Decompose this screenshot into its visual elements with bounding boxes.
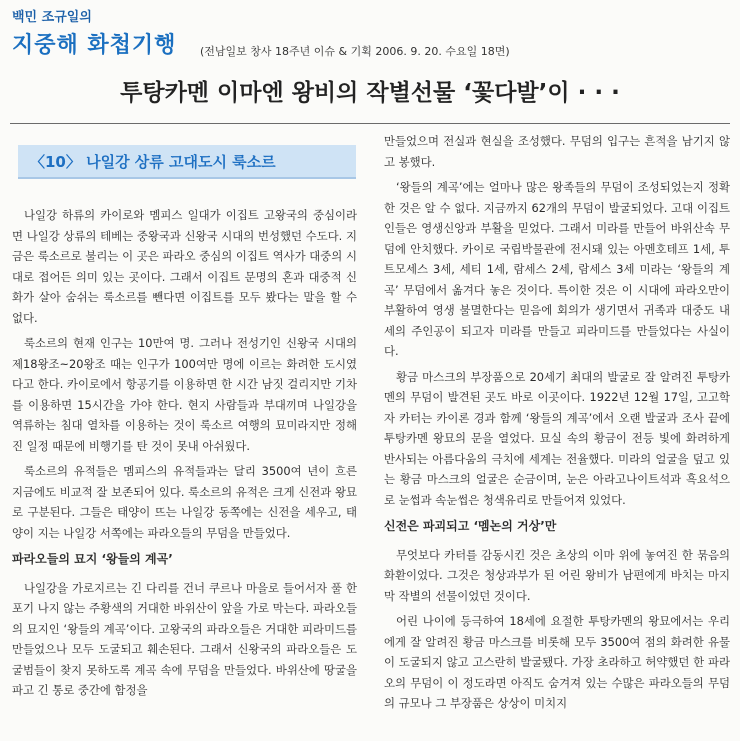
article-headline: 투탕카멘 이마엔 왕비의 작별선물 ‘꽃다발’이 · · ·: [120, 80, 620, 106]
paragraph: 나일강 하류의 카이로와 멤피스 일대가 이집트 고왕국의 중심이라면 나일강 상류의 테베는 중왕국과 신왕국 시대의 번성했던 수도다. 지금은 룩소르로 불리는 이 곳은 파라오 중심의 이집트 역사가 대중의 시대로 접어든 의미 있는 곳이다. 그래서 이집트 문명의 혼과 대중적 신화가 살아 숨쉬는 룩소르를 뺀다면 이집트를 모두 봤다는 말을 할 수 없다.: [12, 208, 357, 325]
paragraph: 만들었으며 전실과 현실을 조성했다. 무덤의 입구는 흔적을 남기지 않고 봉했다.: [384, 134, 730, 169]
left-column: [12, 205, 357, 706]
right-column: [384, 131, 730, 719]
series-header: [10, 6, 730, 66]
section-title-box: [18, 145, 356, 179]
paragraph: 황금 마스크의 부장품으로 20세기 최대의 발굴로 잘 알려진 투탕카멘의 무덤이 발견된 곳도 바로 이곳이다. 1922년 12월 17일, 고고학자 카터는 카이론 경과 함께 ‘왕들의 계곡’에서 오랜 발굴과 조사 끝에 투탕카멘 왕묘의 문을 열었다. 묘실 속의 황금이 전등 빛에 화려하게 반사되는 아름다움의 극치에 세계는 전율했다. 미라의 얼굴을 덮고 있는 황금 마스크의 얼굴은 순금이며, 눈은 아라고나이트석과 흑요석으로 눈썹과 속눈썹은 청색유리로 만들어져 있었다.: [384, 369, 730, 507]
paragraph: 나일강을 가로지르는 긴 다리를 건너 쿠르나 마을로 들어서자 풀 한 포기 나지 않는 주황색의 거대한 바위산이 앞을 가로 막는다. 파라오들의 묘지인 ‘왕들의 계곡’이다. 고왕국의 파라오들은 거대한 피라미드를 만들었으나 모두 도굴되고 훼손된다. 그래서 신왕국의 파라오들은 도굴범들이 찾지 못하도록 계곡 속에 무덤을 만들었다. 바위산에 땅굴을 파고 긴 통로 중간에 함정을: [12, 580, 357, 697]
paragraph: 무엇보다 카터를 감동시킨 것은 초상의 이마 위에 놓여진 한 묶음의 화환이었다. 그것은 청상과부가 된 어린 왕비가 남편에게 바치는 마지막 작별의 선물이었던 것이다.: [384, 547, 730, 603]
publication-note: (전남일보 창사 18주년 이슈 & 기획 2006. 9. 20. 수요일 18면): [200, 45, 510, 58]
paragraph: 룩소르의 현재 인구는 10만여 명. 그러나 전성기인 신왕국 시대의 제18왕조~20왕조 때는 인구가 100여만 명에 이르는 화려한 도시였다고 한다. 카이로에서 항공기를 이용하면 한 시간 남짓 걸리지만 기차를 이용하면 15시간을 가야 한다. 현지 사람들과 부대끼며 나일강을 역류하는 침대 열차를 이용하는 것이 룩소르 여행의 묘미라지만 정해진 일정 때문에 비행기를 탄 것이 못내 아쉬웠다.: [12, 336, 357, 453]
paragraph: ‘왕들의 계곡’에는 얼마나 많은 왕족들의 무덤이 조성되었는지 정확한 것은 알 수 없다. 지금까지 62개의 무덤이 발굴되었다. 고대 이집트인들은 영생신앙과 부활을 믿었다. 그래서 미라를 만들어 바위산속 무덤에 안치했다. 카이로 국립박물관에 전시돼 있는 아멘호테프 1세, 투트모세스 3세, 세티 1세, 람세스 2세, 람세스 3세 미라는 ‘왕들의 계곡’ 무덤에서 옮겨다 놓은 것이다. 특이한 것은 이 시대에 파라오만이 부활하여 영생 불멸한다는 믿음에 회의가 생기면서 귀족과 대중도 내세의 주인공이 되고자 미라를 만들고 피라미드를 만들었다는 사실이다.: [384, 180, 730, 358]
section-title: 〈10〉 나일강 상류 고대도시 룩소르: [30, 153, 276, 171]
subheading: 파라오들의 묘지 ‘왕들의 계곡’: [12, 552, 173, 566]
headline-divider: [10, 123, 730, 124]
paragraph: 룩소르의 유적들은 멤피스의 유적들과는 달리 3500여 년이 흐른 지금에도 비교적 잘 보존되어 있다. 룩소르의 유적은 크게 신전과 왕묘로 구분된다. 그들은 태양이 뜨는 나일강 동쪽에는 신전을 세우고, 태양이 지는 나일강 서쪽에는 파라오들의 무덤을 만들었다.: [12, 464, 357, 540]
subheading: 신전은 파괴되고 ‘멤논의 거상’만: [384, 519, 557, 533]
series-title: 지중해 화첩기행: [12, 33, 177, 58]
paragraph: 어린 나이에 등극하여 18세에 요절한 투탕카멘의 왕묘에서는 우리에게 잘 알려진 황금 마스크를 비롯해 모두 3500여 점의 화려한 유물이 도굴되지 않고 고스란히 발굴됐다. 가장 초라하고 허약했던 한 파라오의 무덤이 이 정도라면 아직도 숨겨져 있는 수많은 파라오들의 무덤의 규모나 그 부장품은 상상이 미치지: [384, 614, 730, 710]
series-byline: 백민 조규일의: [12, 10, 92, 25]
